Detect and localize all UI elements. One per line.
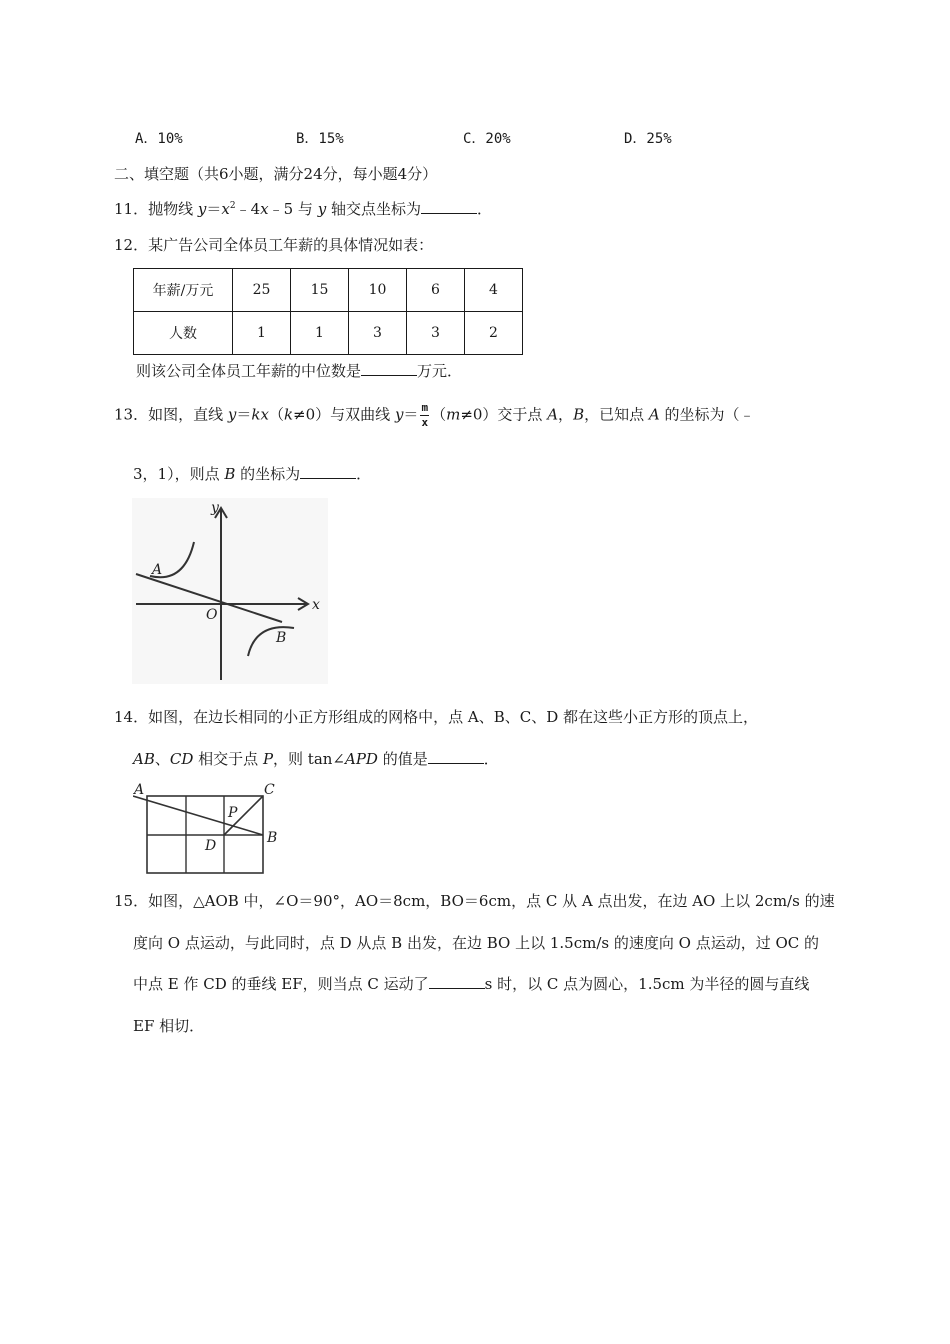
question-14: 14．如图，在边长相同的小正方形组成的网格中，点 A、B、C、D 都在这些小正方形的顶点上， bbox=[114, 708, 758, 726]
table-cell: 年薪/万元 bbox=[134, 269, 233, 312]
label-a: A bbox=[134, 782, 145, 798]
choice-c: C．20% bbox=[463, 131, 511, 147]
answer-blank bbox=[429, 974, 485, 989]
table-cell: 3 bbox=[407, 312, 465, 355]
table-cell: 3 bbox=[349, 312, 407, 355]
answer-blank bbox=[361, 361, 417, 376]
answer-blank bbox=[428, 749, 484, 764]
answer-blank bbox=[300, 464, 356, 479]
q11-number: 11． bbox=[114, 200, 149, 218]
salary-table bbox=[133, 268, 523, 355]
q15-line4: EF 相切． bbox=[133, 1017, 205, 1035]
table-row bbox=[134, 269, 523, 312]
question-12: 12．某广告公司全体员工年薪的具体情况如表： bbox=[114, 236, 434, 254]
table-cell: 1 bbox=[291, 312, 349, 355]
label-d: D bbox=[205, 838, 217, 854]
q15-line2: 度向 O 点运动，与此同时，点 D 从点 B 出发，在边 BO 上以 1.5cm/s 的速度向 O 点运动，过 OC 的 bbox=[133, 934, 820, 952]
label-point-a: A bbox=[152, 562, 163, 578]
q14-number: 14． bbox=[114, 708, 149, 726]
table-cell: 6 bbox=[407, 269, 465, 312]
table-cell: 1 bbox=[233, 312, 291, 355]
grid-figure bbox=[133, 780, 283, 876]
table-cell: 10 bbox=[349, 269, 407, 312]
q12-answer-line: 则该公司全体员工年薪的中位数是 万元． bbox=[136, 362, 463, 380]
table-cell: 人数 bbox=[134, 312, 233, 355]
q13-line2: 3，1），则点 B 的坐标为 ． bbox=[133, 465, 372, 483]
question-13: 13．如图，直线 y＝kx（k≠0）与双曲线 y＝ $\frac{m}{x}$ （m≠0）交于点 A，B，已知点 A 的坐标为（﹣ bbox=[114, 401, 755, 429]
label-point-b: B bbox=[276, 630, 287, 646]
choice-b: B．15% bbox=[296, 131, 344, 147]
label-origin: O bbox=[206, 607, 218, 623]
choice-d: D．25% bbox=[624, 131, 672, 147]
section-header: 二、填空题（共6小题，满分24分，每小题4分） bbox=[114, 165, 438, 183]
label-p: P bbox=[228, 805, 238, 821]
question-11: 11．抛物线 $y=x^2﹣4x﹣5$ 与 y 轴交点坐标为 ． bbox=[114, 200, 492, 218]
table-cell: 15 bbox=[291, 269, 349, 312]
table-cell: 2 bbox=[465, 312, 523, 355]
q13-number: 13． bbox=[114, 405, 149, 424]
q15-number: 15． bbox=[114, 892, 149, 910]
hyperbola-figure bbox=[132, 498, 328, 684]
table-cell: 4 bbox=[465, 269, 523, 312]
table-row bbox=[134, 312, 523, 355]
label-y: y bbox=[211, 500, 219, 516]
label-c: C bbox=[264, 782, 275, 798]
q12-number: 12． bbox=[114, 236, 149, 254]
q15-line3: 中点 E 作 CD 的垂线 EF，则当点 C 运动了 s 时，以 C 点为圆心，1.5cm 为半径的圆与直线 bbox=[133, 975, 810, 993]
label-x: x bbox=[312, 597, 320, 613]
q14-line2: AB、CD 相交于点 P，则 tan∠APD 的值是 ． bbox=[133, 750, 499, 768]
figure-background bbox=[132, 498, 328, 684]
fraction-m-over-x: $\frac{m}{x}$ bbox=[421, 401, 429, 429]
choice-a: A．10% bbox=[135, 131, 183, 147]
question-15: 15．如图，△AOB 中，∠O＝90°，AO＝8cm，BO＝6cm，点 C 从 A 点出发，在边 AO 上以 2cm/s 的速 bbox=[114, 892, 835, 910]
table-cell: 25 bbox=[233, 269, 291, 312]
label-b: B bbox=[267, 830, 278, 846]
answer-blank bbox=[421, 199, 477, 214]
